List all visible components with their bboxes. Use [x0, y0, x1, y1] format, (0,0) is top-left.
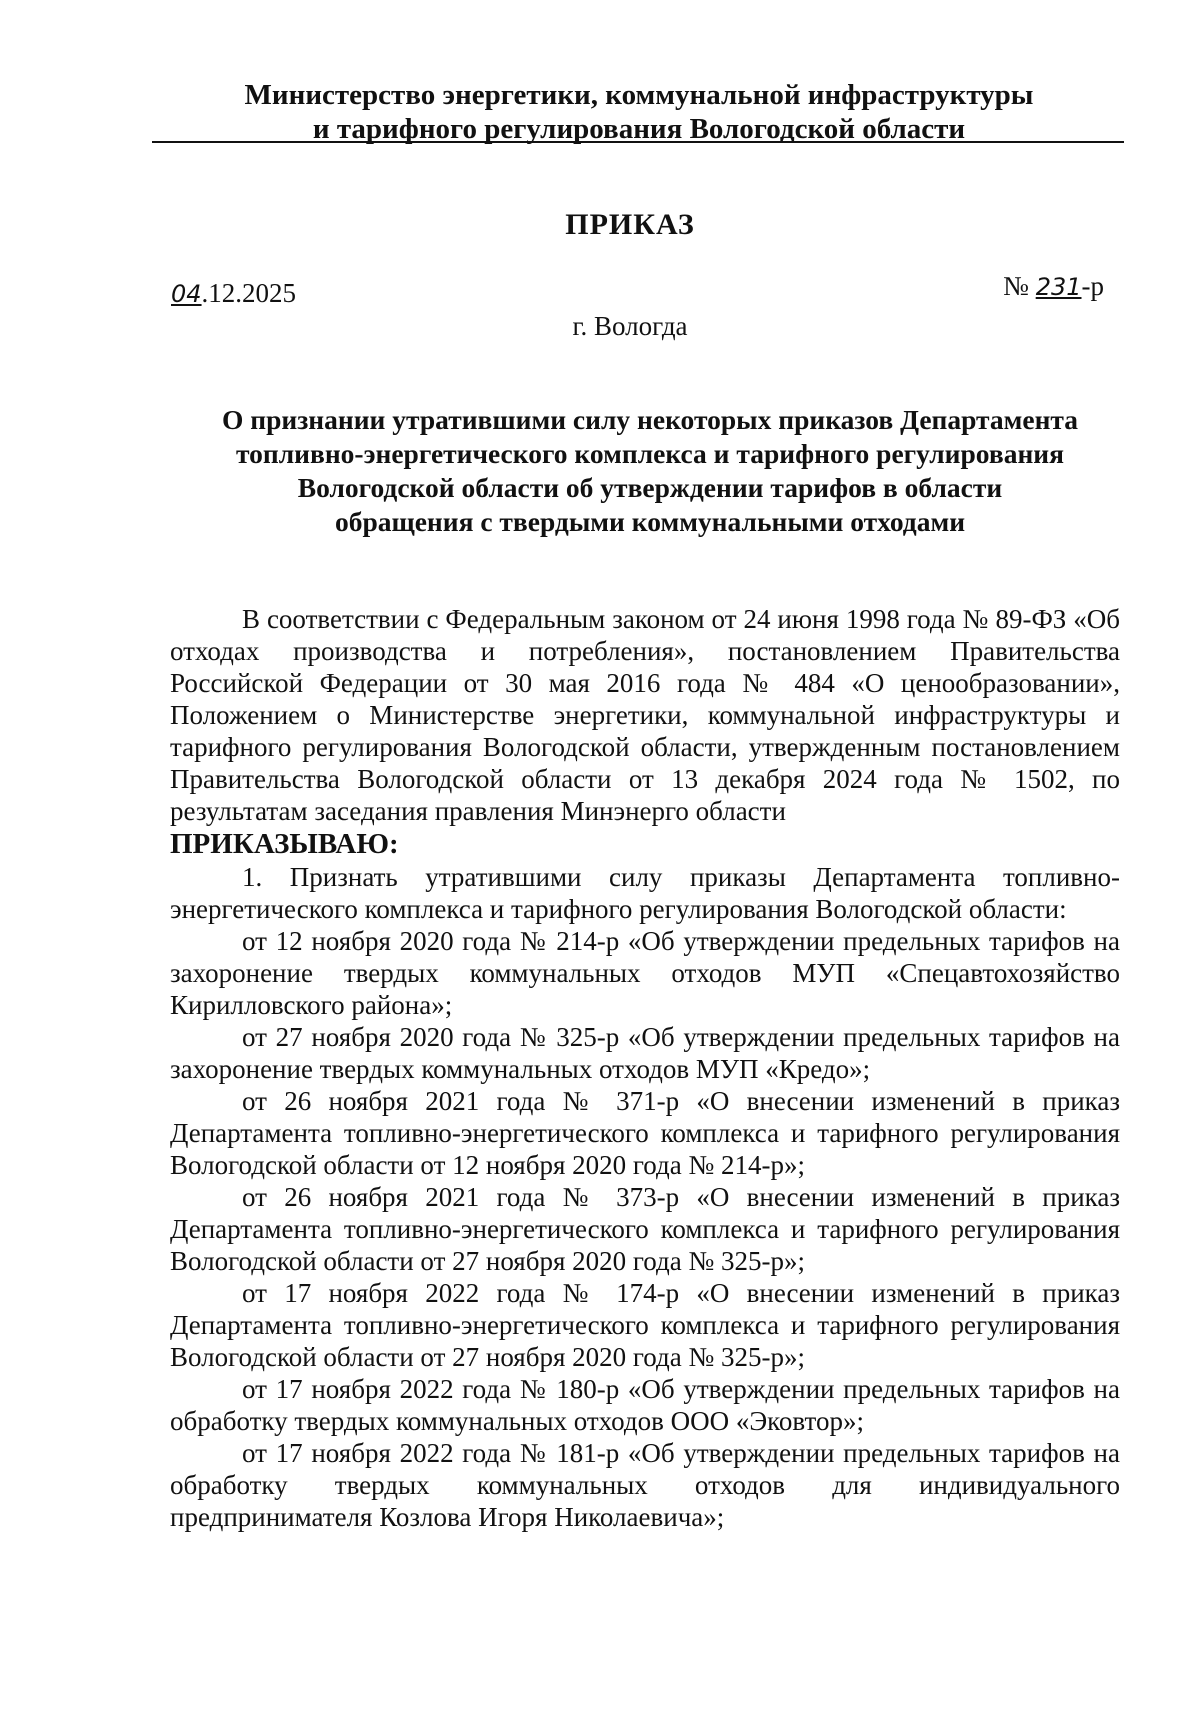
document-body — [170, 603, 1120, 1533]
number-handwritten: 231 — [1035, 273, 1082, 301]
ministry-header — [150, 78, 1128, 146]
document-number — [1003, 271, 1104, 302]
subject-line-2: топливно-энергетического комплекса и тарифного регулирования — [235, 438, 1065, 469]
sub-item: от 17 ноября 2022 года № 180-р «Об утверждении предельных тарифов на обработку твердых коммунальных отходов ООО «Эковтор»; — [170, 1374, 1120, 1436]
date-handwritten: 04 — [171, 280, 202, 308]
ministry-line-2: и тарифного регулирования Вологодской области — [312, 113, 966, 145]
subject-line-4: обращения с твердыми коммунальными отходами — [334, 506, 966, 537]
sub-item: от 17 ноября 2022 года № 174-р «О внесении изменений в приказ Департамента топливно-энергетического комплекса и тарифного регулирования Вологодской области от 27 ноября 2020 года № 325-р»; — [170, 1278, 1120, 1372]
date-printed: .12.2025 — [201, 278, 297, 308]
ministry-line-1: Министерство энергетики, коммунальной инфраструктуры — [244, 79, 1034, 111]
sub-item: от 26 ноября 2021 года № 371-р «О внесении изменений в приказ Департамента топливно-энергетического комплекса и тарифного регулирования Вологодской области от 12 ноября 2020 года № 214-р»; — [170, 1086, 1120, 1180]
subject-line-3: Вологодской области об утверждении тарифов в области — [297, 472, 1003, 503]
preamble-paragraph: В соответствии с Федеральным законом от 24 июня 1998 года № 89-ФЗ «Об отходах производства и потребления», постановлением Правительства Российской Федерации от 30 мая 2016 года № 484 «О ценообразовании», Положением о Министерстве энергетики, коммунальной инфраструктуры и тарифного регулирования Вологодской области, утвержденным постановлением Правительства Вологодской области от 13 декабря 2024 года № 1502, по результатам заседания правления Минэнерго области — [170, 604, 1120, 826]
sub-item: от 27 ноября 2020 года № 325-р «Об утверждении предельных тарифов на захоронение твердых коммунальных отходов МУП «Кредо»; — [170, 1022, 1120, 1084]
header-divider — [152, 141, 1124, 143]
document-subject — [170, 403, 1130, 539]
sub-item: от 12 ноября 2020 года № 214-р «Об утверждении предельных тарифов на захоронение твердых коммунальных отходов МУП «Спецавтохозяйство Кирилловского района»; — [170, 926, 1120, 1020]
document-date — [171, 278, 296, 309]
subject-line-1: О признании утратившими силу некоторых приказов Департамента — [221, 404, 1079, 435]
number-prefix: № — [1003, 271, 1036, 301]
document-city: г. Вологда — [572, 311, 688, 341]
sub-item: от 17 ноября 2022 года № 181-р «Об утверждении предельных тарифов на обработку твердых коммунальных отходов для индивидуального предпринимателя Козлова Игоря Николаевича»; — [170, 1438, 1120, 1532]
number-suffix: -р — [1081, 271, 1104, 301]
item-1-intro: 1. Признать утратившими силу приказы Департамента топливно-энергетического комплекса и тарифного регулирования Вологодской области: — [170, 862, 1120, 924]
document-type: ПРИКАЗ — [565, 208, 695, 241]
sub-item: от 26 ноября 2021 года № 373-р «О внесении изменений в приказ Департамента топливно-энергетического комплекса и тарифного регулирования Вологодской области от 27 ноября 2020 года № 325-р»; — [170, 1182, 1120, 1276]
orders-word: ПРИКАЗЫВАЮ: — [170, 828, 399, 860]
